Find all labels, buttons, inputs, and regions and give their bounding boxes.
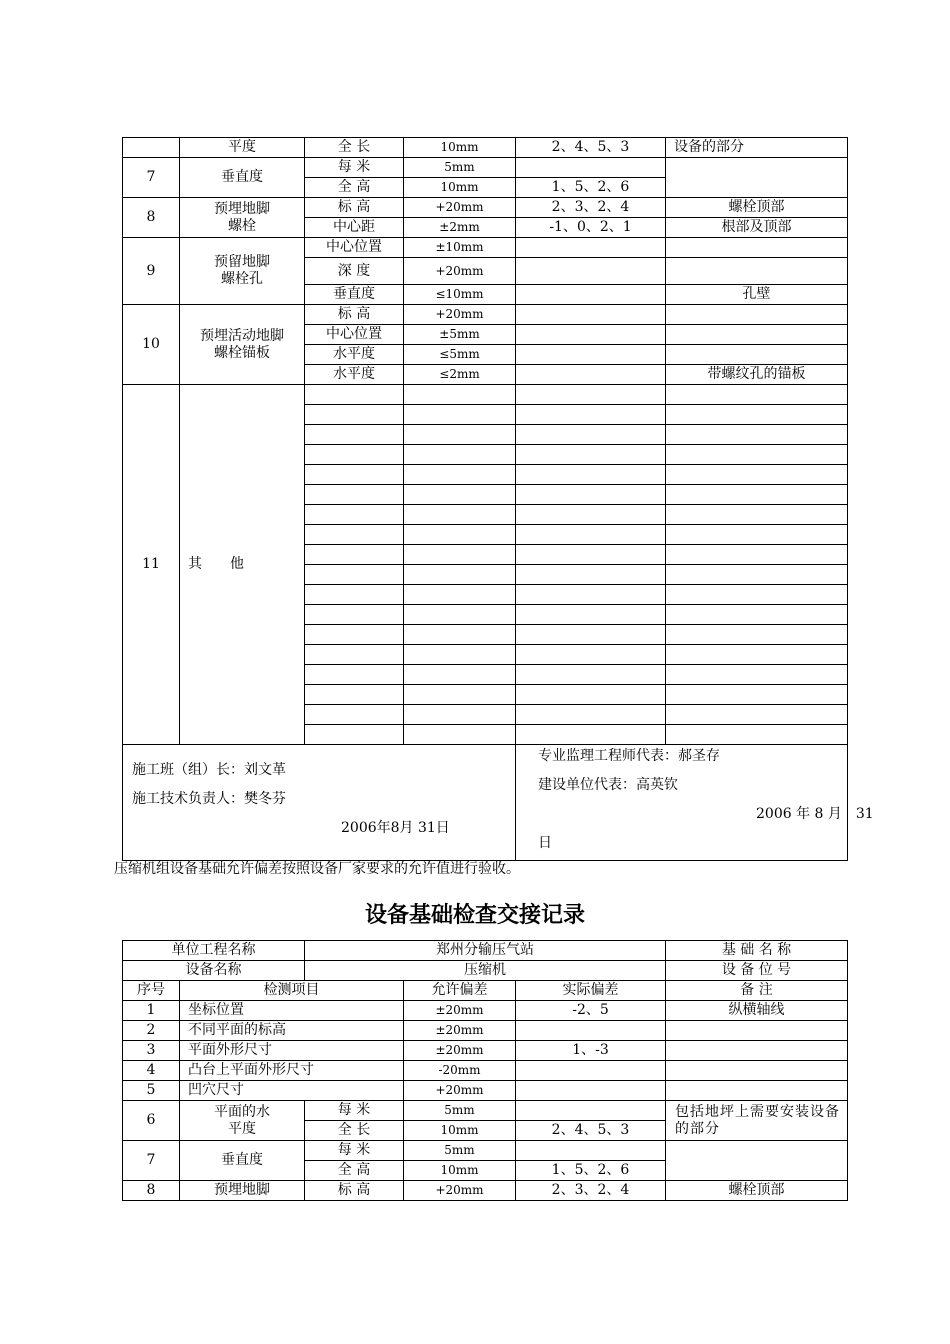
item-line: 平面的水 — [214, 1103, 270, 1120]
item-cell: 凸台上平面外形尺寸 — [180, 1061, 404, 1081]
remark-cell: 设备的部分 — [666, 138, 848, 158]
allowance-cell: ±10mm — [404, 238, 516, 258]
table-row — [123, 961, 848, 981]
row-number: 4 — [123, 1061, 180, 1081]
item-cell: 坐标位置 — [180, 1001, 404, 1021]
actual-cell — [516, 325, 666, 345]
row-number: 7 — [123, 158, 180, 198]
allowance-cell: 10mm — [404, 1161, 516, 1181]
supervisor-signature: 专业监理工程师代表：郝圣存 — [538, 748, 720, 764]
header-allowance: 允许偏差 — [404, 981, 516, 1001]
table-row — [123, 1021, 848, 1041]
actual-cell: -1、0、2、1 — [516, 218, 666, 238]
remark-cell: 孔壁 — [666, 285, 848, 305]
header-remark: 备 注 — [666, 981, 848, 1001]
actual-cell: 2、3、2、4 — [516, 198, 666, 218]
actual-cell — [516, 1101, 666, 1121]
sub-item-cell: 全 高 — [305, 178, 404, 198]
actual-cell: 2、3、2、4 — [516, 1181, 666, 1201]
table-row — [123, 238, 848, 258]
sub-item-cell: 全 长 — [305, 1121, 404, 1141]
equipment-value: 压缩机 — [305, 961, 666, 981]
item-line: 预留地脚 — [214, 254, 270, 270]
allowance-cell: ±20mm — [404, 1041, 516, 1061]
sub-item-cell: 每 米 — [305, 1101, 404, 1121]
row-number: 10 — [123, 305, 180, 385]
item-cell — [180, 238, 305, 305]
sub-item-cell: 水平度 — [305, 345, 404, 365]
sub-item-cell: 深 度 — [305, 258, 404, 285]
table-row — [123, 1141, 848, 1161]
table-row — [123, 941, 848, 961]
item-cell: 平面外形尺寸 — [180, 1041, 404, 1061]
contractor-date: 2006年8月 31日 — [341, 820, 450, 836]
actual-cell — [516, 258, 666, 285]
item-cell: 垂直度 — [180, 158, 305, 198]
header-row — [123, 981, 848, 1001]
allowance-cell: ±2mm — [404, 218, 516, 238]
allowance-cell: +20mm — [404, 1181, 516, 1201]
allowance-cell: 5mm — [404, 158, 516, 178]
table-row — [123, 1181, 848, 1201]
allowance-cell: 5mm — [404, 1101, 516, 1121]
inspection-table — [122, 940, 848, 1201]
remark-cell — [666, 158, 848, 198]
row-number: 3 — [123, 1041, 180, 1061]
actual-cell: 2、4、5、3 — [516, 1121, 666, 1141]
sub-item-cell: 标 高 — [305, 198, 404, 218]
item-line: 螺栓孔 — [221, 271, 263, 287]
sub-item-cell: 中心位置 — [305, 325, 404, 345]
row-number: 2 — [123, 1021, 180, 1041]
table-row — [123, 1101, 848, 1121]
item-cell: 凹穴尺寸 — [180, 1081, 404, 1101]
item-line: 螺栓锚板 — [214, 344, 270, 361]
actual-cell: 1、-3 — [516, 1041, 666, 1061]
sub-item-cell: 中心距 — [305, 218, 404, 238]
allowance-cell: 5mm — [404, 1141, 516, 1161]
sub-item-cell: 全 长 — [305, 138, 404, 158]
allowance-cell: +20mm — [404, 305, 516, 325]
item-line: 预埋地脚 — [214, 200, 270, 217]
table-row — [123, 1061, 848, 1081]
actual-cell — [516, 1021, 666, 1041]
actual-cell — [516, 1081, 666, 1101]
allowance-cell: 10mm — [404, 178, 516, 198]
table-row — [123, 158, 848, 178]
header-no: 序号 — [123, 981, 180, 1001]
actual-cell — [516, 1061, 666, 1081]
allowance-cell: -20mm — [404, 1061, 516, 1081]
table-row — [123, 1041, 848, 1061]
sub-item-cell: 全 高 — [305, 1161, 404, 1181]
header-actual: 实际偏差 — [516, 981, 666, 1001]
remark-cell: 根部及顶部 — [666, 218, 848, 238]
allowance-cell: ±20mm — [404, 1021, 516, 1041]
owner-signature: 建设单位代表：高英钦 — [538, 777, 678, 793]
remark-cell — [666, 345, 848, 365]
inspection-table-continued — [122, 137, 874, 861]
sub-item-cell: 中心位置 — [305, 238, 404, 258]
actual-cell — [516, 158, 666, 178]
item-cell — [180, 198, 305, 238]
supervisor-date: 2006 年 8 月 31 — [756, 806, 874, 822]
item-line: 螺栓 — [228, 217, 256, 234]
item-cell: 垂直度 — [180, 1141, 305, 1181]
allowance-cell: ±20mm — [404, 1001, 516, 1021]
position-label: 设 备 位 号 — [666, 961, 848, 981]
item-cell: 预埋地脚 — [180, 1181, 305, 1201]
remark-cell: 螺栓顶部 — [666, 1181, 848, 1201]
item-line: 预埋活动地脚 — [200, 327, 284, 344]
actual-cell — [516, 285, 666, 305]
table-row — [123, 305, 848, 325]
item-cell: 不同平面的标高 — [180, 1021, 404, 1041]
allowance-cell: 10mm — [404, 138, 516, 158]
signature-row — [123, 745, 848, 861]
remark-cell — [666, 305, 848, 325]
tech-lead-signature: 施工技术负责人：樊冬芬 — [132, 791, 286, 807]
remark-cell: 带螺纹孔的锚板 — [666, 365, 848, 385]
row-number: 1 — [123, 1001, 180, 1021]
remark-cell — [666, 325, 848, 345]
sub-item-cell: 垂直度 — [305, 285, 404, 305]
remark-cell — [666, 1141, 848, 1181]
item-cell: 平度 — [180, 138, 305, 158]
header-item: 检测项目 — [180, 981, 404, 1001]
table-row — [123, 138, 848, 158]
item-line: 平度 — [228, 1120, 256, 1137]
actual-cell — [516, 345, 666, 365]
actual-cell: 2、4、5、3 — [516, 138, 666, 158]
allowance-cell: +20mm — [404, 1081, 516, 1101]
row-number: 8 — [123, 1181, 180, 1201]
actual-cell — [516, 238, 666, 258]
allowance-cell: +20mm — [404, 198, 516, 218]
item-cell: 其 他 — [180, 385, 305, 745]
allowance-cell: +20mm — [404, 258, 516, 285]
acceptance-note: 压缩机组设备基础允许偏差按照设备厂家要求的允许值进行验收。 — [114, 861, 520, 877]
remark-cell — [666, 1081, 848, 1101]
allowance-cell: ≤10mm — [404, 285, 516, 305]
remark-cell: 纵横轴线 — [666, 1001, 848, 1021]
remark-cell — [666, 238, 848, 258]
remark-cell — [666, 1041, 848, 1061]
table-row — [123, 1081, 848, 1101]
actual-cell: 1、5、2、6 — [516, 1161, 666, 1181]
base-label: 基 础 名 称 — [666, 941, 848, 961]
remark-cell — [666, 258, 848, 285]
allowance-cell: ≤5mm — [404, 345, 516, 365]
sub-item-cell: 标 高 — [305, 305, 404, 325]
contractor-signature-block — [123, 745, 516, 861]
item-cell — [180, 305, 305, 385]
row-number: 5 — [123, 1081, 180, 1101]
supervisor-signature-block — [516, 745, 874, 861]
table-row — [123, 1001, 848, 1021]
table-row — [123, 198, 848, 218]
sub-item-cell: 每 米 — [305, 1141, 404, 1161]
row-number: 7 — [123, 1141, 180, 1181]
remark-cell — [666, 1021, 848, 1041]
row-number: 9 — [123, 238, 180, 305]
sub-item-cell: 水平度 — [305, 365, 404, 385]
allowance-cell: 10mm — [404, 1121, 516, 1141]
actual-cell — [516, 305, 666, 325]
row-number: 6 — [123, 1101, 180, 1141]
actual-cell: -2、5 — [516, 1001, 666, 1021]
page-title: 设备基础检查交接记录 — [364, 903, 585, 928]
allowance-cell: ≤2mm — [404, 365, 516, 385]
remark-cell: 包括地坪上需要安装设备的部分 — [666, 1101, 848, 1141]
supervisor-date-tail: 日 — [538, 835, 552, 851]
unit-value: 郑州分输压气站 — [305, 941, 666, 961]
allowance-cell: ±5mm — [404, 325, 516, 345]
row-number: 8 — [123, 198, 180, 238]
table-row — [123, 385, 848, 405]
actual-cell — [516, 1141, 666, 1161]
actual-cell: 1、5、2、6 — [516, 178, 666, 198]
sub-item-cell: 每 米 — [305, 158, 404, 178]
actual-cell — [516, 365, 666, 385]
team-leader-signature: 施工班（组）长：刘文革 — [132, 762, 286, 778]
remark-cell: 螺栓顶部 — [666, 198, 848, 218]
equipment-label: 设备名称 — [123, 961, 305, 981]
remark-cell — [666, 1061, 848, 1081]
sub-item-cell: 标 高 — [305, 1181, 404, 1201]
unit-label: 单位工程名称 — [123, 941, 305, 961]
item-cell — [180, 1101, 305, 1141]
row-number: 11 — [123, 385, 180, 745]
